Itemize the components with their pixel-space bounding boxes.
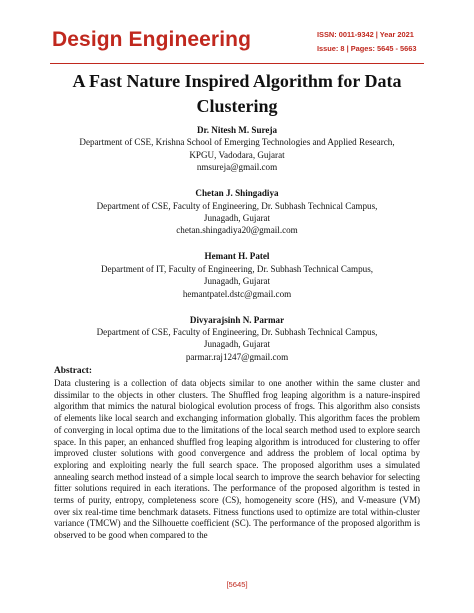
author-email: hemantpatel.dstc@gmail.com: [182, 288, 292, 299]
author-email: nmsureja@gmail.com: [196, 162, 278, 173]
paper-title: A Fast Nature Inspired Algorithm for Data Clustering: [72, 71, 402, 116]
author-location: Junagadh, Gujarat: [203, 276, 271, 287]
header-divider: [50, 63, 424, 64]
author-name: Divyarajsinh N. Parmar: [189, 314, 285, 325]
issue-line: Issue: 8 | Pages: 5645 - 5663: [317, 43, 417, 53]
author-affiliation: Department of CSE, Faculty of Engineering, Dr. Subhash Technical Campus,: [96, 200, 378, 211]
author-block: [40, 187, 434, 237]
author-location: KPGU, Vadodara, Gujarat: [189, 149, 285, 160]
author-affiliation: Department of IT, Faculty of Engineering, Dr. Subhash Technical Campus,: [100, 263, 374, 274]
author-name: Dr. Nitesh M. Sureja: [196, 125, 278, 135]
journal-meta: [317, 28, 467, 55]
author-block: [40, 314, 434, 364]
issn-line: ISSN: 0011-9342 | Year 2021: [317, 30, 414, 39]
author-email: parmar.raj1247@gmail.com: [185, 351, 289, 362]
author-email: chetan.shingadiya20@gmail.com: [176, 225, 298, 236]
abstract-text: Data clustering is a collection of data objects similar to one another within the same cluster and dissimilar to the objects in other clusters. The Shuffled frog leaping algorithm is a nature-inspired algorithm that mimics the natural biological evolution process of frogs. This algorithm also consists of elements like local search and exchanging information globally. This algorithm faces the problem of converging in local optima due to the limitations of the local search method used to explore search space. In this paper, an enhanced shuffled frog leaping algorithm is introduced for clustering to offer improved cluster solutions with good convergence and address the problem of local optima by exploring and exploiting nearly the full search space. The proposed algorithm uses a simulated annealing search method instead of a simple local search to improve the search behavior for selecting fitter solutions required in each iterations. The performance of the proposed algorithm is tested in terms of purity, entropy, completeness score (CS), homogeneity score (HS), and V-measure (VM) over six real-time time benchmark datasets. Fitness functions used to optimize are total within-cluster variance (TMCW) and the Silhouette coefficient (SC). The performance of the proposed algorithm is observed to be good when compared to the: [54, 378, 420, 541]
abstract-heading: Abstract:: [54, 366, 93, 376]
author-block: [40, 250, 434, 300]
author-location: Junagadh, Gujarat: [203, 213, 271, 224]
page-header: [0, 0, 474, 66]
page-number: [5645]: [226, 580, 248, 589]
author-list: [40, 124, 434, 377]
author-affiliation: Department of CSE, Krishna School of Emerging Technologies and Applied Research,: [79, 137, 395, 148]
author-location: Junagadh, Gujarat: [203, 339, 271, 350]
journal-name: Design Engineering: [52, 28, 251, 51]
author-name: Chetan J. Shingadiya: [195, 188, 279, 199]
author-block: [40, 124, 434, 174]
author-name: Hemant H. Patel: [204, 251, 270, 262]
author-affiliation: Department of CSE, Faculty of Engineering, Dr. Subhash Technical Campus,: [96, 327, 378, 338]
